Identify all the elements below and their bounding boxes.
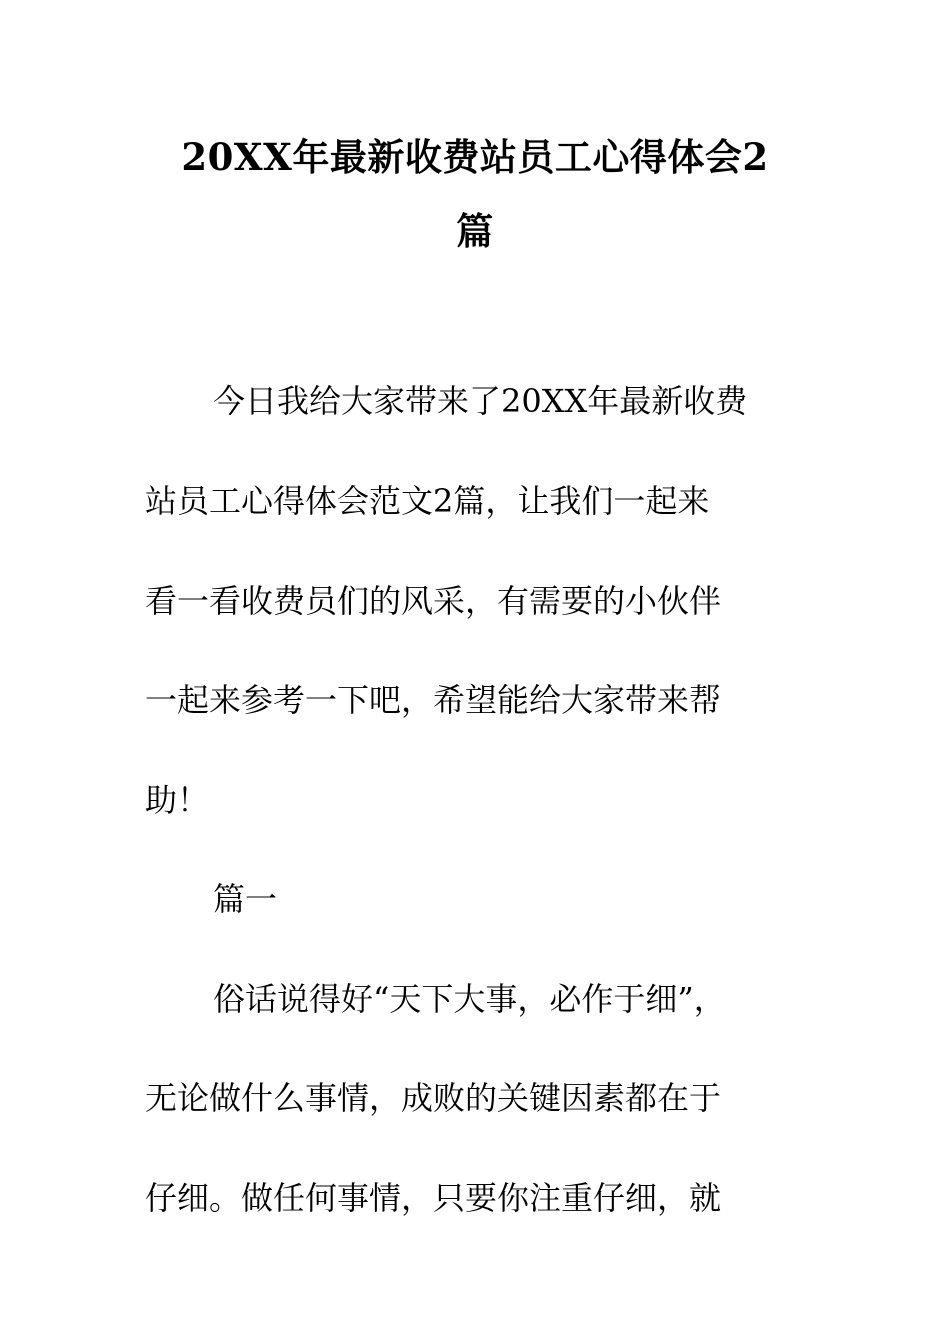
section-heading: 篇一 <box>213 880 278 918</box>
intro-line-3: 看一看收费员们的风采，有需要的小伙伴 <box>145 582 722 620</box>
intro-line-5: 助！ <box>145 781 210 819</box>
intro-line-2: 站员工心得体会范文2篇，让我们一起来 <box>145 482 710 520</box>
intro-line-1: 今日我给大家带来了20XX年最新收费 <box>213 382 748 420</box>
title-line-1: 20XX年最新收费站员工心得体会2 <box>181 135 769 179</box>
body-line-1: 俗话说得好“天下大事，必作于细”， <box>213 980 726 1018</box>
intro-line-4: 一起来参考一下吧，希望能给大家带来帮 <box>145 681 722 719</box>
title-line-2: 篇 <box>456 209 494 253</box>
body-line-3: 仔细。做任何事情，只要你注重仔细，就 <box>145 1179 722 1217</box>
document-title <box>145 120 805 268</box>
body-line-2: 无论做什么事情，成败的关键因素都在于 <box>145 1079 722 1117</box>
